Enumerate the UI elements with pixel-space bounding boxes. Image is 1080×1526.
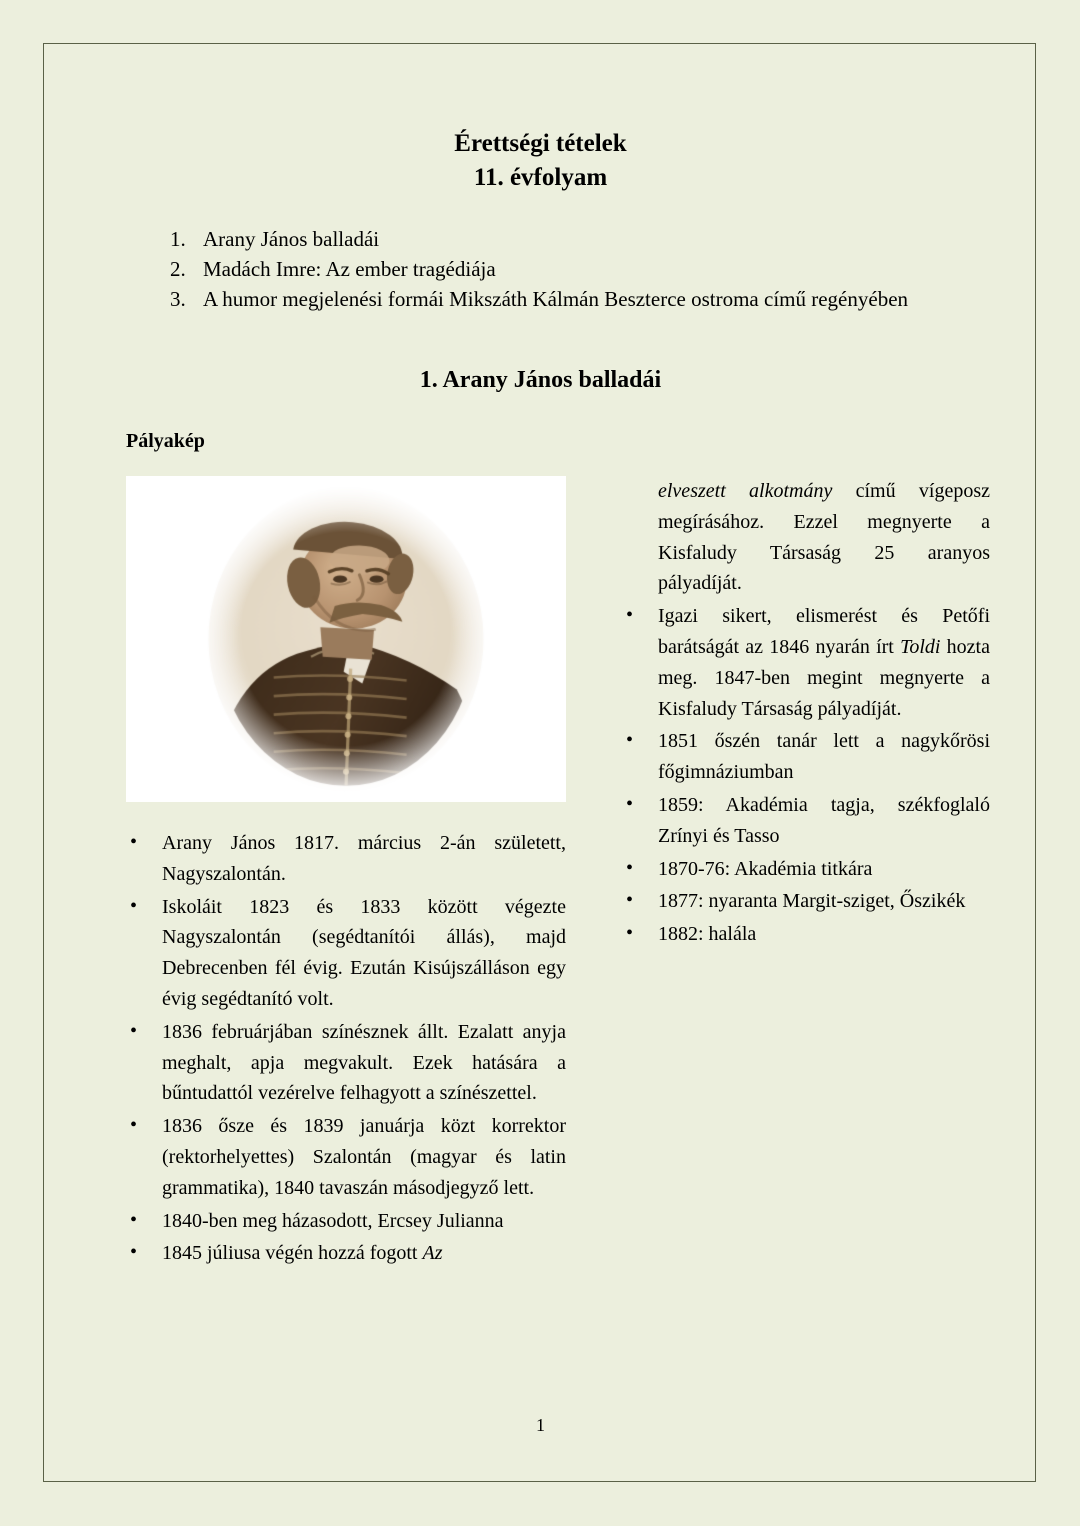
left-column — [126, 476, 566, 1271]
bullet-list-item — [622, 854, 990, 885]
bullet-text — [162, 892, 566, 1015]
text-run: 1870-76: Akadémia titkára — [658, 857, 873, 880]
bullet-dot-icon: • — [130, 1208, 138, 1231]
bullet-dot-icon: • — [626, 922, 634, 945]
text-run: című vígeposz megírásához. Ezzel megnyerte a Kisfaludy Társaság 25 aranyos pályadíját. — [658, 480, 990, 595]
bullet-list-item — [622, 601, 990, 724]
bullet-list-item — [622, 886, 990, 917]
bullet-text — [658, 601, 990, 724]
text-run: hozta meg. 1847-ben megint megnyerte a Kisfaludy Társaság pályadíját. — [658, 635, 990, 720]
bullet-list-item — [126, 1206, 566, 1237]
document-title-line-1: Érettségi tételek — [454, 130, 627, 157]
text-run: 1836 ősze és 1839 januárja közt korrektor (rektorhelyettes) Szalontán (magyar és latin grammatika), 1840 tavaszán másodjegyző lett. — [162, 1115, 566, 1199]
text-run: 1836 februárjában színésznek állt. Ezalatt anyja meghalt, apja megvakult. Ezek hatására a bűntudattól vezérelve felhagyott a színészettel. — [162, 1020, 566, 1105]
bullet-dot-icon: • — [626, 889, 634, 912]
document-title-block — [44, 127, 1037, 194]
portrait-image — [126, 476, 566, 802]
italic-title-run: elveszett alkotmány — [658, 480, 833, 502]
italic-title-run: Az — [422, 1242, 443, 1265]
text-run: 1851 őszén tanár lett a nagykőrösi főgimnáziumban — [658, 730, 990, 784]
topic-list-item — [156, 225, 1016, 255]
bullet-list-item — [126, 1238, 566, 1269]
text-run: Arany János 1817. március 2-án született, Nagyszalontán. — [162, 832, 566, 885]
right-column — [622, 476, 990, 952]
bullet-dot-icon: • — [130, 831, 138, 853]
topic-list-item-label: Madách Imre: Az ember tragédiája — [203, 256, 496, 281]
bullet-list-item — [622, 790, 990, 852]
italic-title-run: Toldi — [900, 635, 941, 658]
bullet-dot-icon: • — [130, 894, 138, 917]
page-content — [44, 44, 1037, 1483]
bullet-list-item — [126, 828, 566, 890]
topic-list-item-label: Arany János balladái — [203, 227, 380, 251]
left-column-bullet-list — [126, 828, 566, 1269]
bullet-list-item — [622, 726, 990, 788]
continuation-paragraph — [622, 476, 990, 599]
section-subheading: Pályakép — [126, 430, 205, 452]
bullet-text — [162, 828, 566, 890]
bullet-text — [162, 1111, 566, 1203]
page-number: 1 — [536, 1415, 545, 1435]
bullet-text — [162, 1238, 566, 1269]
text-run: 1882: halála — [658, 923, 757, 946]
bullet-text — [658, 919, 990, 950]
bullet-dot-icon: • — [626, 729, 634, 752]
text-run: 1877: nyaranta Margit-sziget, Őszikék — [658, 890, 966, 913]
document-page — [43, 43, 1036, 1482]
bullet-text — [658, 886, 990, 917]
section-heading: 1. Arany János balladái — [419, 367, 662, 393]
bullet-list-item — [622, 919, 990, 950]
text-run: Igazi sikert, elismerést és Petőfi barátságát az 1846 nyarán írt — [658, 605, 990, 658]
bullet-dot-icon: • — [626, 604, 634, 627]
bullet-text — [658, 726, 990, 788]
bullet-text — [162, 1206, 566, 1237]
topic-list-item-number: 3. — [170, 286, 186, 311]
text-run: Iskoláit 1823 és 1833 között végezte Nagyszalontán (segédtanítói állás), majd Debrecenben fél évig. Ezután Kisújszálláson egy évig segédtanító volt. — [162, 895, 566, 1010]
topic-list-item-number: 1. — [170, 227, 186, 251]
text-run: 1859: Akadémia tagja, székfoglaló Zrínyi és Tasso — [658, 793, 990, 847]
bullet-dot-icon: • — [626, 792, 634, 815]
bullet-text — [658, 854, 990, 885]
document-title-line-2: 11. évfolyam — [473, 163, 608, 191]
bullet-list-item — [126, 1111, 566, 1203]
topic-list-item-label: A humor megjelenési formái Mikszáth Kálmán Beszterce ostroma című regényében — [203, 286, 909, 311]
topic-list-item — [156, 255, 1016, 285]
bullet-dot-icon: • — [130, 1241, 138, 1264]
text-run: 1840-ben meg házasodott, Ercsey Julianna — [162, 1209, 504, 1232]
topic-list-item — [156, 285, 1016, 315]
bullet-dot-icon: • — [130, 1019, 138, 1042]
portrait-figure — [126, 476, 566, 802]
right-column-bullet-list — [622, 601, 990, 950]
bullet-dot-icon: • — [626, 856, 634, 879]
text-run: 1845 júliusa végén hozzá fogott — [162, 1242, 423, 1265]
bullet-dot-icon: • — [130, 1114, 138, 1137]
bullet-text — [658, 790, 990, 852]
bullet-list-item — [126, 892, 566, 1015]
bullet-list-item — [126, 1017, 566, 1109]
topic-list-item-number: 2. — [170, 256, 186, 281]
topic-list — [156, 225, 1016, 314]
bullet-text — [162, 1017, 566, 1109]
